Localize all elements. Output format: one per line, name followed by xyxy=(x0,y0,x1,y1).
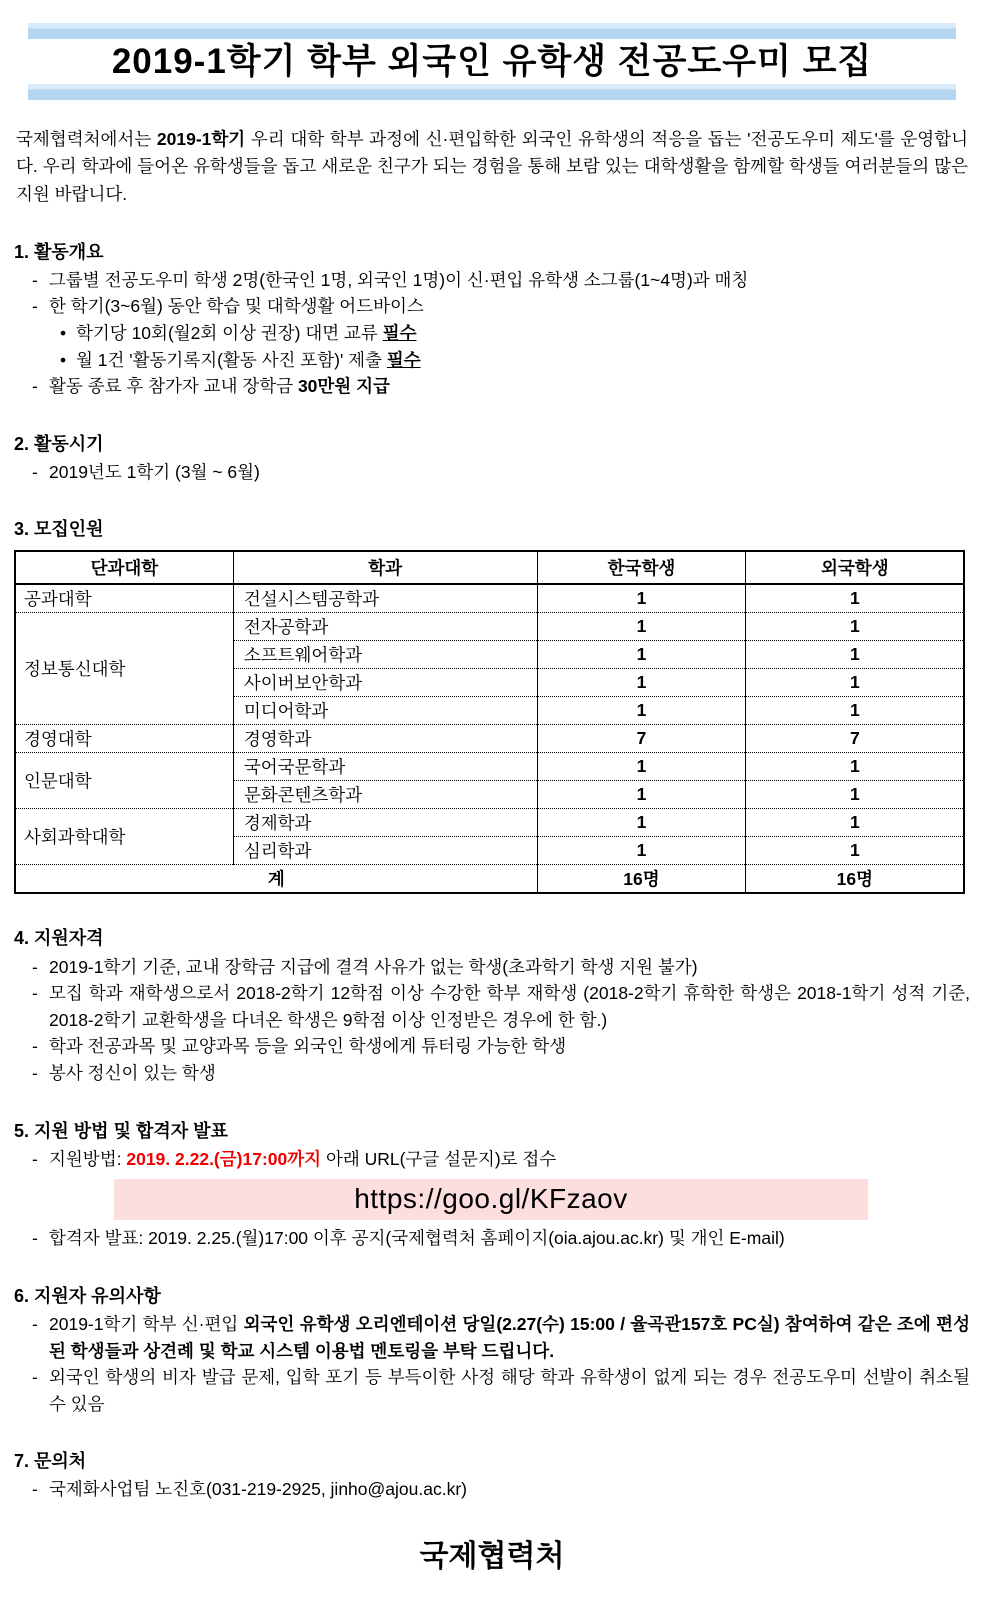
list-item-text xyxy=(49,954,970,981)
text-run: 2019-1학기 기준, 교내 장학금 지급에 결격 사유가 없는 학생(초과학기 학생 지원 불가) xyxy=(49,956,698,977)
recruitment-table xyxy=(14,550,965,894)
list-item-text xyxy=(49,459,970,486)
list-item-text xyxy=(49,1311,970,1364)
text-run: 그룹별 전공도우미 학생 2명(한국인 1명, 외국인 1명)이 신·편입 유학생 소그룹(1~4명)과 매칭 xyxy=(49,269,749,290)
bullet-marker: - xyxy=(32,1062,38,1083)
list-item-text xyxy=(49,293,970,320)
department-cell: 전자공학과 xyxy=(233,613,537,641)
bullet-marker: - xyxy=(32,296,38,317)
korean-count-cell: 1 xyxy=(537,641,746,669)
list-item xyxy=(14,459,970,486)
foreign-count-cell: 1 xyxy=(746,669,964,697)
text-run: 모집 학과 재학생으로서 2018-2학기 12학점 이상 수강한 학부 재학생 (2018-2학기 휴학한 학생은 2018-1학기 성적 기준, 2018-2학기 교환학생을 다녀온 학생은 9학점 이상 인정받은 경우에 한 함.) xyxy=(49,983,970,1030)
text-run: 2019년도 1학기 (3월 ~ 6월) xyxy=(49,461,260,482)
sections-container xyxy=(14,239,970,1503)
list-item-text xyxy=(49,267,970,294)
college-cell: 사회과학대학 xyxy=(15,809,233,865)
intro-paragraph xyxy=(16,126,968,207)
section-heading: 3. 모집인원 xyxy=(14,519,104,540)
table-row xyxy=(15,809,964,837)
text-run: 외국인 유학생 오리엔테이션 당일(2.27(수) 15:00 / 율곡관157호 PC실) 참여하여 같은 조에 편성된 학생들과 상견례 및 학교 시스템 이용법 멘토링을 부탁 드립니다. xyxy=(49,1313,970,1361)
foreign-count-cell: 1 xyxy=(746,781,964,809)
bullet-marker: • xyxy=(60,349,67,370)
section-5 xyxy=(14,1118,970,1252)
list-item xyxy=(14,954,970,981)
foreign-count-cell: 1 xyxy=(746,837,964,865)
college-cell: 정보통신대학 xyxy=(15,613,233,725)
total-label-cell: 계 xyxy=(267,869,285,890)
korean-count-cell: 1 xyxy=(537,584,746,613)
foreign-count-cell: 1 xyxy=(746,641,964,669)
korean-count-cell: 1 xyxy=(537,753,746,781)
table-header-row xyxy=(15,551,964,584)
table-row xyxy=(15,725,964,753)
korean-count-cell: 7 xyxy=(537,725,746,753)
department-cell: 심리학과 xyxy=(233,837,537,865)
list-item xyxy=(14,293,970,320)
list-item-text xyxy=(49,373,970,400)
table-total-row xyxy=(15,865,964,894)
text-run: 봉사 정신이 있는 학생 xyxy=(49,1062,216,1083)
department-cell: 소프트웨어학과 xyxy=(233,641,537,669)
list-item xyxy=(14,320,970,347)
text-run: 필수 xyxy=(386,349,421,370)
korean-count-cell: 1 xyxy=(537,669,746,697)
text-run: 학과 전공과목 및 교양과목 등을 외국인 학생에게 튜터링 가능한 학생 xyxy=(49,1036,567,1057)
list-item-text xyxy=(49,1225,970,1252)
college-cell: 공과대학 xyxy=(15,584,233,613)
table-header-cell: 학과 xyxy=(233,551,537,584)
text-run: 한 학기(3~6월) 동안 학습 및 대학생활 어드바이스 xyxy=(49,296,424,317)
bullet-marker: - xyxy=(32,1228,38,1249)
department-cell: 사이버보안학과 xyxy=(233,669,537,697)
banner-top-bar xyxy=(28,23,956,39)
department-cell: 국어국문학과 xyxy=(233,753,537,781)
department-cell: 경영학과 xyxy=(233,725,537,753)
bullet-marker: - xyxy=(32,376,38,397)
list-item xyxy=(14,1311,970,1364)
application-url-highlight[interactable]: https://goo.gl/KFzaov xyxy=(114,1179,868,1220)
text-run: 활동 종료 후 참가자 교내 장학금 xyxy=(49,376,298,397)
foreign-count-cell: 1 xyxy=(746,697,964,725)
list-item xyxy=(14,1476,970,1503)
list-item-text xyxy=(76,347,970,374)
section-4 xyxy=(14,925,970,1086)
college-cell: 인문대학 xyxy=(15,753,233,809)
table-header-cell: 단과대학 xyxy=(15,551,233,584)
page-title: 2019-1학기 학부 외국인 유학생 전공도우미 모집 xyxy=(111,42,873,81)
text-run: 외국인 학생의 비자 발급 문제, 입학 포기 등 부득이한 사정 해당 학과 유학생이 없게 되는 경우 전공도우미 선발이 취소될 수 있음 xyxy=(49,1367,970,1414)
foreign-count-cell: 1 xyxy=(746,753,964,781)
section-1 xyxy=(14,239,970,400)
section-heading: 2. 활동시기 xyxy=(14,433,104,454)
table-row xyxy=(15,584,964,613)
title-banner xyxy=(14,23,970,100)
college-cell: 경영대학 xyxy=(15,725,233,753)
bullet-marker: - xyxy=(32,956,38,977)
text-run: 국제협력처에서는 xyxy=(16,129,157,150)
bullet-marker: - xyxy=(32,269,38,290)
foreign-count-cell: 7 xyxy=(746,725,964,753)
table-header-cell: 외국학생 xyxy=(746,551,964,584)
bullet-marker: - xyxy=(32,461,38,482)
bullet-marker: - xyxy=(32,1148,38,1169)
list-item xyxy=(14,1225,970,1252)
list-item xyxy=(14,1146,970,1173)
text-run: 지원방법: xyxy=(49,1148,127,1169)
section-6 xyxy=(14,1283,970,1417)
foreign-count-cell: 1 xyxy=(746,809,964,837)
table-row xyxy=(15,753,964,781)
department-cell: 미디어학과 xyxy=(233,697,537,725)
text-run: 국제화사업팀 노진호(031-219-2925, jinho@ajou.ac.kr) xyxy=(49,1479,467,1500)
total-foreign-cell: 16명 xyxy=(746,865,964,894)
list-item-text xyxy=(49,1146,970,1173)
section-7 xyxy=(14,1448,970,1503)
list-item xyxy=(14,1060,970,1087)
department-cell: 경제학과 xyxy=(233,809,537,837)
bullet-marker: - xyxy=(32,1313,38,1334)
section-3 xyxy=(14,516,970,894)
foreign-count-cell: 1 xyxy=(746,584,964,613)
list-item xyxy=(14,980,970,1033)
section-heading: 6. 지원자 유의사항 xyxy=(14,1285,161,1306)
text-run: 필수 xyxy=(382,322,417,343)
text-run: 합격자 발표: 2019. 2.25.(월)17:00 이후 공지(국제협력처 홈페이지(oia.ajou.ac.kr) 및 개인 E-mail) xyxy=(49,1228,785,1249)
text-run: 2019-1학기 학부 신·편입 xyxy=(49,1313,244,1334)
bullet-marker: - xyxy=(32,983,38,1004)
text-run: 30만원 지급 xyxy=(297,376,390,397)
list-item xyxy=(14,1033,970,1060)
list-item-text xyxy=(49,1476,970,1503)
korean-count-cell: 1 xyxy=(537,613,746,641)
table-header-cell: 한국학생 xyxy=(537,551,746,584)
foreign-count-cell: 1 xyxy=(746,613,964,641)
section-heading: 1. 활동개요 xyxy=(14,241,104,262)
text-run: 학기당 10회(월2회 이상 권장) 대면 교류 xyxy=(76,322,383,343)
list-item xyxy=(14,1364,970,1417)
list-item xyxy=(14,373,970,400)
section-heading: 4. 지원자격 xyxy=(14,928,104,949)
department-cell: 건설시스템공학과 xyxy=(233,584,537,613)
bullet-marker: • xyxy=(60,322,67,343)
bullet-marker: - xyxy=(32,1036,38,1057)
korean-count-cell: 1 xyxy=(537,809,746,837)
korean-count-cell: 1 xyxy=(537,781,746,809)
total-korean-cell: 16명 xyxy=(537,865,746,894)
section-2 xyxy=(14,431,970,486)
text-run: 우리 대학 학부 과정에 신·편입학한 외국인 유학생의 적응을 돕는 '전공도우미 제도'를 운영합니다. 우리 학과에 들어온 유학생들을 돕고 새로운 친구가 되는 경험을 통해 보람 있는 대학생활을 함께할 학생들 여러분들의 많은 지원 바랍니다. xyxy=(16,129,968,204)
footer-org-name: 국제협력처 xyxy=(419,1539,565,1573)
banner-bottom-bar xyxy=(28,84,956,100)
list-item-text xyxy=(49,980,970,1033)
list-item xyxy=(14,347,970,374)
korean-count-cell: 1 xyxy=(537,697,746,725)
department-cell: 문화콘텐츠학과 xyxy=(233,781,537,809)
section-heading: 5. 지원 방법 및 합격자 발표 xyxy=(14,1120,228,1141)
text-run: 2019-1학기 xyxy=(156,129,246,150)
section-heading: 7. 문의처 xyxy=(14,1451,87,1472)
list-item xyxy=(14,267,970,294)
bullet-marker: - xyxy=(32,1367,38,1388)
korean-count-cell: 1 xyxy=(537,837,746,865)
bullet-marker: - xyxy=(32,1479,38,1500)
list-item-text xyxy=(49,1033,970,1060)
list-item-text xyxy=(49,1364,970,1417)
list-item-text xyxy=(76,320,970,347)
table-row xyxy=(15,613,964,641)
text-run: 2019. 2.22.(금)17:00까지 xyxy=(126,1148,322,1169)
list-item-text xyxy=(49,1060,970,1087)
text-run: 월 1건 '활동기록지(활동 사진 포함)' 제출 xyxy=(76,349,387,370)
text-run: 아래 URL(구글 설문지)로 접수 xyxy=(321,1148,557,1169)
